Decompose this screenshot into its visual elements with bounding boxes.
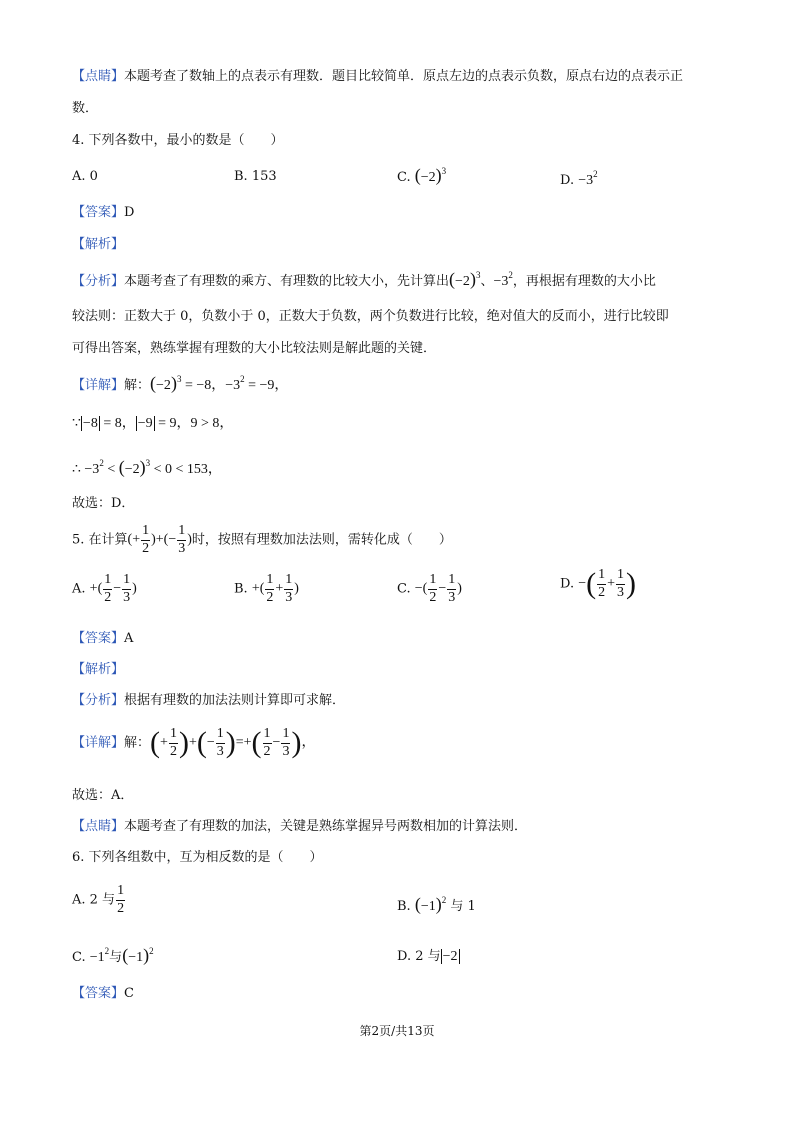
q5-xiangjie: 【详解】解：(+ $\frac{1}{2}$ )+(− $\frac{1}{3}$ )=+( $\frac{1}{2}$ − $\frac{1}{3}$ )，: [72, 726, 316, 760]
q4-fenxi-line-2: 较法则：正数大于 0，负数小于 0，正数大于负数，两个负数进行比较，绝对值大的反而小，进行比较即: [72, 309, 669, 324]
q4-option-a: A. 0: [72, 169, 98, 184]
q4-option-c-math: $(-2)^3$: [414, 165, 447, 185]
q6-stem: 6. 下列各组数中，互为相反数的是（ ）: [72, 850, 323, 865]
q4-option-d-math: $-3^2$: [578, 169, 598, 188]
q6-option-c: C. $-1^2$与$(-1)^2$: [72, 945, 154, 965]
dianjing-tag: 【点睛】: [72, 69, 125, 84]
q4-option-d: D. $-3^2$: [560, 169, 598, 188]
q5-option-a: A. +( $\frac{1}{2}$ − $\frac{1}{3}$ ): [72, 572, 137, 605]
q6-answer: 【答案】C: [72, 986, 134, 1001]
q5-dianjing: 【点睛】本题考查了有理数的加法，关键是熟练掌握异号两数相加的计算法则．: [72, 819, 528, 834]
q5-fenxi: 【分析】根据有理数的加法法则计算即可求解．: [72, 693, 346, 708]
q4-answer: 【答案】D: [72, 205, 135, 220]
intro-line-2: 数．: [72, 101, 99, 116]
q5-option-c: C. −( $\frac{1}{2}$ − $\frac{1}{3}$ ): [397, 572, 462, 605]
q4-fenxi-line-3: 可得出答案，熟练掌握有理数的大小比较法则是解此题的关键．: [72, 341, 437, 356]
q4-xiangjie-line-2: ∵ −8 = 8， −9 = 9，9 > 8，: [72, 416, 234, 431]
q4-jiexi: 【解析】: [72, 237, 125, 252]
q5-jiexi: 【解析】: [72, 662, 125, 677]
q5-option-d: D. −( $\frac{1}{2}$ + $\frac{1}{3}$ ): [560, 567, 637, 601]
q5-conclusion: 故选：A．: [72, 788, 134, 803]
q5-answer: 【答案】A: [72, 631, 134, 646]
q6-option-a: A. 2 与 $\frac{1}{2}$: [72, 883, 125, 916]
q5-option-b: B. +( $\frac{1}{2}$ + $\frac{1}{3}$ ): [234, 572, 299, 605]
intro-line-1: 【点睛】本题考查了数轴上的点表示有理数．题目比较简单．原点左边的点表示负数，原点右边的点表示正: [72, 69, 684, 84]
q4-xiangjie-line-1: 【详解】解：$(-2)^3 = -8$，$-3^2 = -9$，: [72, 373, 289, 393]
q6-option-d: D. 2 与 −2: [397, 949, 458, 964]
q4-xiangjie-line-3: ∴ $-3^2 < (-2)^3 < 0 < 153$，: [72, 457, 222, 477]
q5-stem-math: (+ $\frac{1}{2}$ )+(− $\frac{1}{3}$ ): [127, 523, 192, 556]
q5-stem: 5. 在计算(+ $\frac{1}{2}$ )+(− $\frac{1}{3}$ )时，按照有理数加法法则，需转化成（ ）: [72, 523, 452, 556]
page-footer: 第2页/共13页: [359, 1024, 435, 1038]
q4-conclusion: 故选：D．: [72, 496, 135, 511]
q4-stem: 4. 下列各数中，最小的数是（ ）: [72, 133, 284, 148]
q4-fenxi-line-1: 【分析】本题考查了有理数的乘方、有理数的比较大小，先计算出$(-2)^3$、$-3^2$，再根据有理数的大小比: [72, 269, 656, 289]
q4-option-c: C. $(-2)^3$: [397, 165, 447, 185]
q4-option-b: B. 153: [234, 169, 277, 184]
q6-option-b: B. $(-1)^2$ 与 1: [397, 894, 476, 914]
